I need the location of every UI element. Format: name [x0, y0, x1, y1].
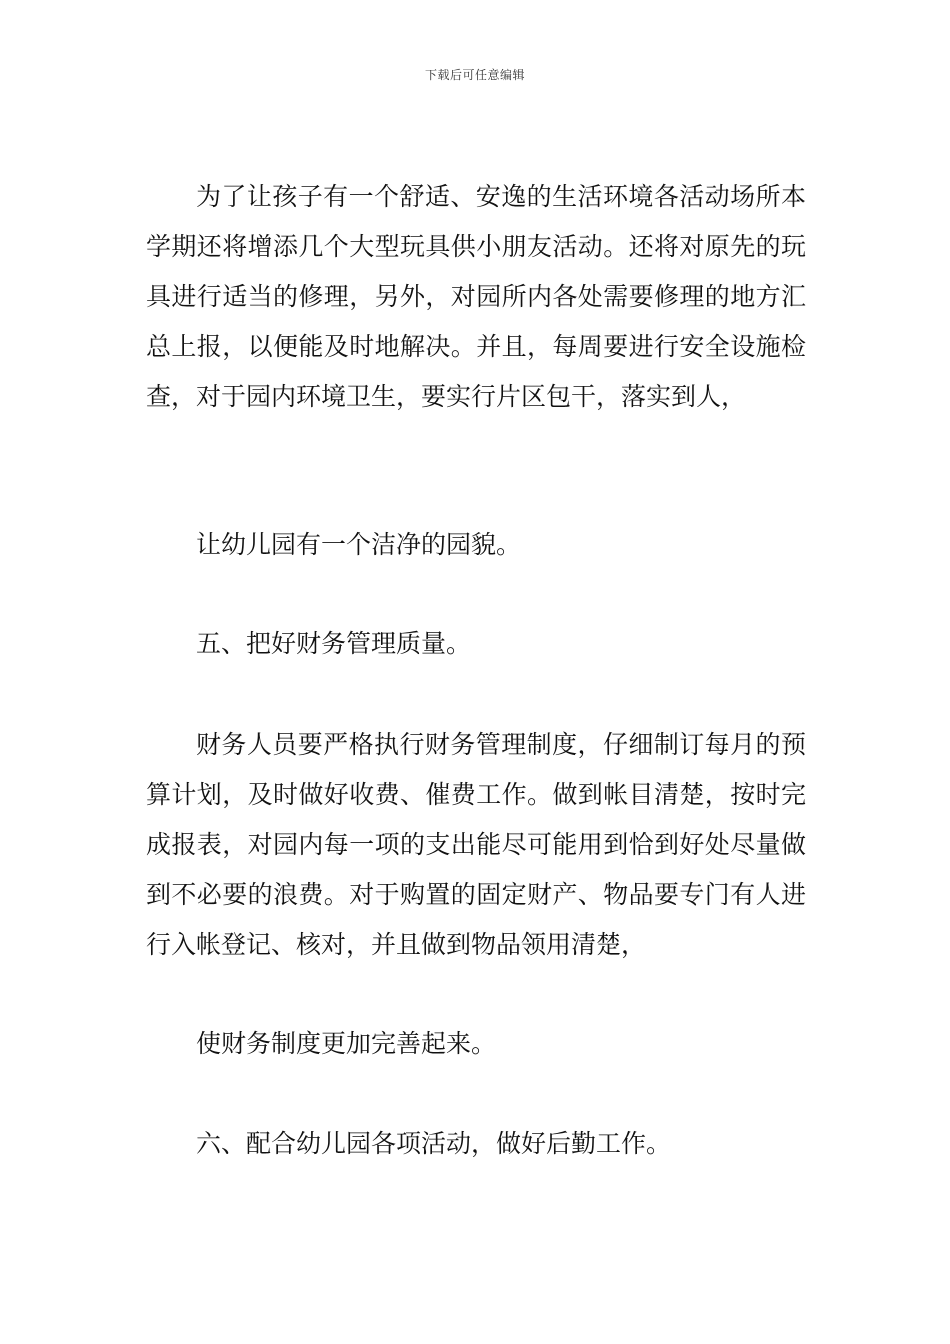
- paragraph-clean-appearance: 让幼儿园有一个洁净的园貌。: [196, 530, 522, 559]
- paragraph-environment: 为了让孩子有一个舒适、安逸的生活环境各活动场所本学期还将增添几个大型玩具供小朋友活动。还将对原先的玩具进行适当的修理，另外，对园所内各处需要修理的地方汇总上报，以便能及时地解决。并且，每周要进行安全设施检查，对于园内环境卫生，要实行片区包干，落实到人，: [146, 182, 806, 411]
- header-note: 下载后可任意编辑: [424, 68, 525, 82]
- section-heading-logistics: 六、配合幼儿园各项活动，做好后勤工作。: [196, 1129, 672, 1158]
- section-heading-finance: 五、把好财务管理质量。: [196, 629, 472, 658]
- paragraph-finance-system: 使财务制度更加完善起来。: [196, 1029, 497, 1058]
- paragraph-finance: 财务人员要严格执行财务管理制度，仔细制订每月的预算计划，及时做好收费、催费工作。做到帐目清楚，按时完成报表，对园内每一项的支出能尽可能用到恰到好处尽量做到不必要的浪费。对于购置的固定财产、物品要专门有人进行入帐登记、核对，并且做到物品领用清楚，: [146, 730, 806, 959]
